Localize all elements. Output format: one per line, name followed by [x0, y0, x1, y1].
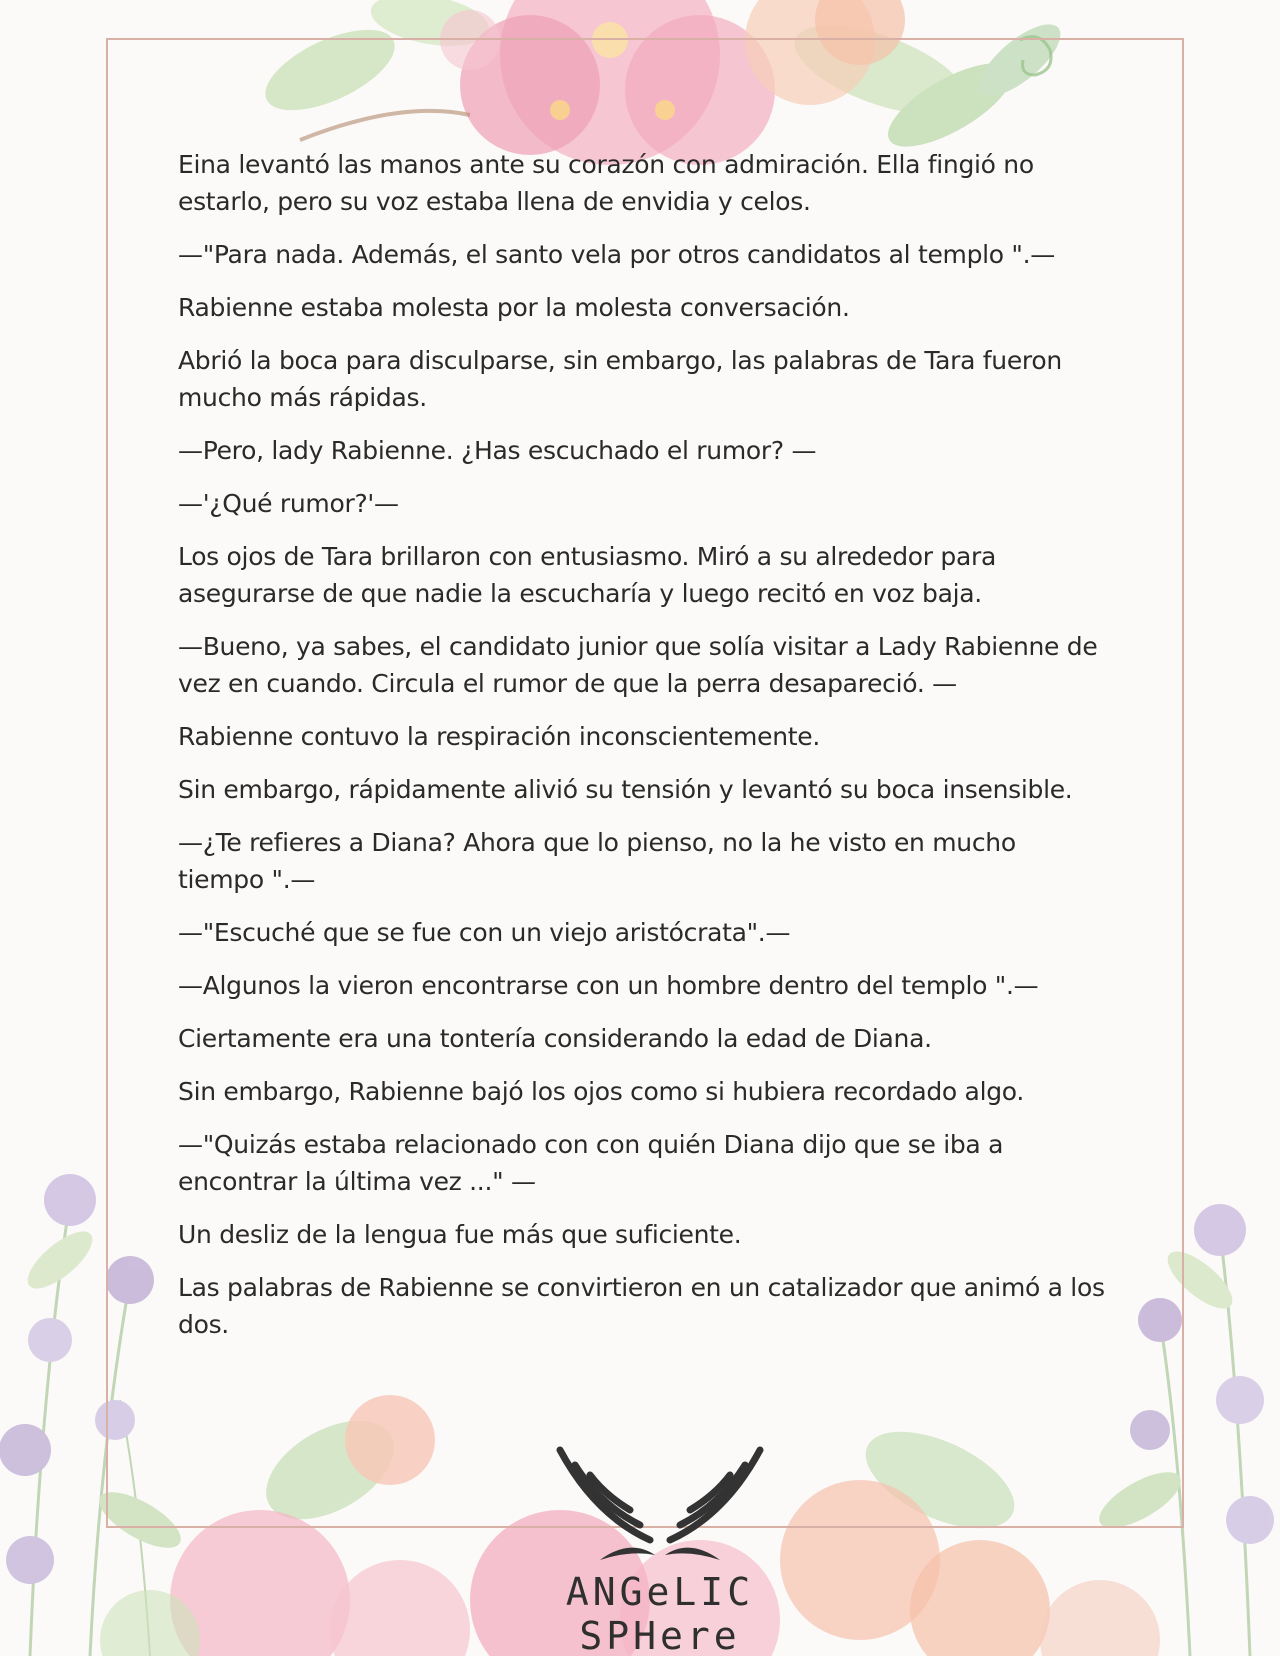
paragraph: Abrió la boca para disculparse, sin embargo, las palabras de Tara fueron mucho más rápidas.	[178, 346, 1062, 412]
paragraph: Los ojos de Tara brillaron con entusiasmo. Miró a su alrededor para asegurarse de que nadie la escucharía y luego recitó en voz baja.	[178, 542, 996, 608]
paragraph: —Bueno, ya sabes, el candidato junior que solía visitar a Lady Rabienne de vez en cuando. Circula el rumor de que la perra desapareció. —	[178, 632, 1098, 698]
text-body	[178, 146, 1108, 1359]
paragraph: Rabienne contuvo la respiración inconscientemente.	[178, 722, 820, 751]
paragraph: —Algunos la vieron encontrarse con un hombre dentro del templo ".—	[178, 971, 1039, 1000]
paragraph: —'¿Qué rumor?'—	[178, 489, 399, 518]
paragraph: Las palabras de Rabienne se convirtieron en un catalizador que animó a los dos.	[178, 1273, 1105, 1339]
logo	[500, 1430, 820, 1656]
logo-text: ANGeLIC SPHere	[565, 1570, 755, 1656]
paragraph: —"Quizás estaba relacionado con con quién Diana dijo que se iba a encontrar la última vez ..." —	[178, 1130, 1004, 1196]
paragraph: Sin embargo, Rabienne bajó los ojos como si hubiera recordado algo.	[178, 1077, 1024, 1106]
paragraph: Sin embargo, rápidamente alivió su tensión y levantó su boca insensible.	[178, 775, 1073, 804]
paragraph: —"Escuché que se fue con un viejo aristócrata".—	[178, 918, 791, 947]
paragraph: Eina levantó las manos ante su corazón con admiración. Ella fingió no estarlo, pero su voz estaba llena de envidia y celos.	[178, 150, 1034, 216]
angel-wings-icon	[500, 1430, 820, 1570]
paragraph: Ciertamente era una tontería considerando la edad de Diana.	[178, 1024, 932, 1053]
paragraph: Un desliz de la lengua fue más que suficiente.	[178, 1220, 742, 1249]
paragraph: —¿Te refieres a Diana? Ahora que lo pienso, no la he visto en mucho tiempo ".—	[178, 828, 1016, 894]
paragraph: —Pero, lady Rabienne. ¿Has escuchado el rumor? —	[178, 436, 817, 465]
paragraph: —"Para nada. Además, el santo vela por otros candidatos al templo ".—	[178, 240, 1055, 269]
paragraph: Rabienne estaba molesta por la molesta conversación.	[178, 293, 850, 322]
